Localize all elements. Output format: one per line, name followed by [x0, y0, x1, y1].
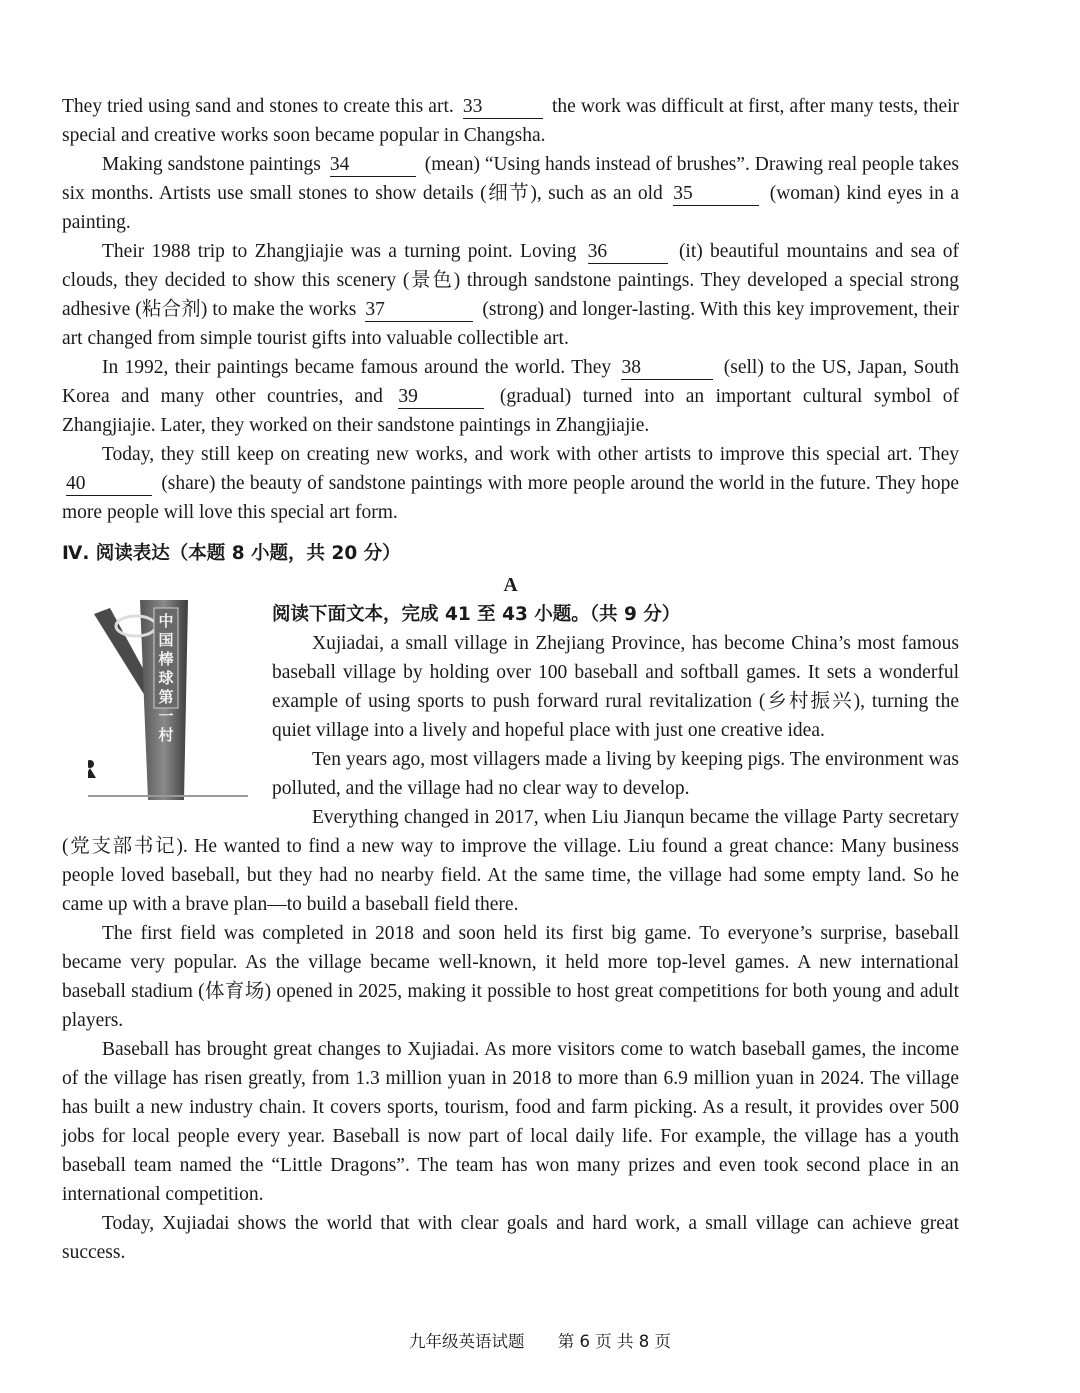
page-number: 第 6 页 共 8 页	[557, 1332, 671, 1351]
passage-a	[62, 600, 959, 1267]
baseball-village-sign-image	[88, 600, 248, 800]
blank-38[interactable]: 38	[621, 357, 713, 380]
exam-page	[62, 92, 959, 1267]
blank-36[interactable]: 36	[588, 241, 668, 264]
blank-40[interactable]: 40	[66, 473, 152, 496]
sign-text: 中国棒球第一村	[158, 612, 174, 744]
paragraph-3: Their 1988 trip to Zhangjiajie was a turning point. Loving 36 (it) beautiful mountains and sea of clouds, they decided to show this scenery (景色) through sandstone paintings. They developed a special strong adhesive (粘合剂) to make the works 37 (strong) and longer-lasting. With this key improvement, their art changed from simple tourist gifts into valuable collectible art.	[62, 241, 959, 349]
instruction: 阅读下面文本，完成 41 至 43 小题。（共 9 分）	[272, 604, 681, 625]
passage-paragraph: Today, Xujiadai shows the world that with clear goals and hard work, a small village can achieve great success.	[62, 1213, 959, 1263]
blank-37[interactable]: 37	[365, 299, 473, 322]
passage-paragraph: Baseball has brought great changes to Xujiadai. As more visitors come to watch baseball games, the income of the village has risen greatly, from 1.3 million yuan in 2018 to more than 6.9 million yuan in 2024. The village has built a new industry chain. It covers sports, tourism, food and farm picking. As a result, it provides over 500 jobs for local people every year. Baseball is now part of local daily life. For example, the village has a youth baseball team named the “Little Dragons”. The team has won many prizes and even took second place in an international competition.	[62, 1039, 959, 1205]
paragraph-5: Today, they still keep on creating new works, and work with other artists to improve this special art. They 40 (share) the beauty of sandstone paintings with more people around the world in the future. They hope more people will love this special art form.	[62, 444, 959, 523]
passage-paragraph: Ten years ago, most villagers made a living by keeping pigs. The environment was polluted, and the village had no clear way to develop.	[272, 749, 959, 799]
blank-39[interactable]: 39	[398, 386, 484, 409]
passage-paragraph: Everything changed in 2017, when Liu Jianqun became the village Party secretary (党支部书记). He wanted to find a new way to improve the village. Liu found a great chance: Many business people loved baseball, but they had no nearby field. At the same time, the village had some empty land. So he came up with a brave plan—to build a baseball field there.	[62, 807, 959, 915]
part-label: A	[503, 575, 518, 596]
paragraph-4: In 1992, their paintings became famous around the world. They 38 (sell) to the US, Japan, South Korea and many other countries, and 39 (gradual) turned into an important cultural symbol of Zhangjiajie. Later, they worked on their sandstone paintings in Zhangjiajie.	[62, 357, 960, 436]
blank-34[interactable]: 34	[330, 154, 416, 177]
blank-33[interactable]: 33	[463, 96, 543, 119]
page-footer	[0, 1327, 1080, 1356]
passage-paragraph: Xujiadai, a small village in Zhejiang Province, has become China’s most famous baseball village by holding over 100 baseball and softball games. It sets a wonderful example of using sports to push forward rural revitalization (乡村振兴), turning the quiet village into a lively and hopeful place with just one creative idea.	[272, 633, 959, 741]
paragraph-2: Making sandstone paintings 34 (mean) “Using hands instead of brushes”. Drawing real people takes six months. Artists use small stones to show details (细节), such as an old 35 (woman) kind eyes in a painting.	[62, 154, 960, 233]
exam-title: 九年级英语试题	[409, 1332, 525, 1351]
passage-paragraph: The first field was completed in 2018 and soon held its first big game. To everyone’s surprise, baseball became very popular. As the village became well-known, it held more top-level games. A new international baseball stadium (体育场) opened in 2025, making it possible to host great competitions for both young and adult players.	[62, 923, 959, 1031]
paragraph-1: They tried using sand and stones to create this art. 33 the work was difficult at first, after many tests, their special and creative works soon became popular in Changsha.	[62, 96, 960, 146]
section-title: Ⅳ. 阅读表达（本题 8 小题，共 20 分）	[62, 543, 401, 564]
blank-35[interactable]: 35	[673, 183, 759, 206]
